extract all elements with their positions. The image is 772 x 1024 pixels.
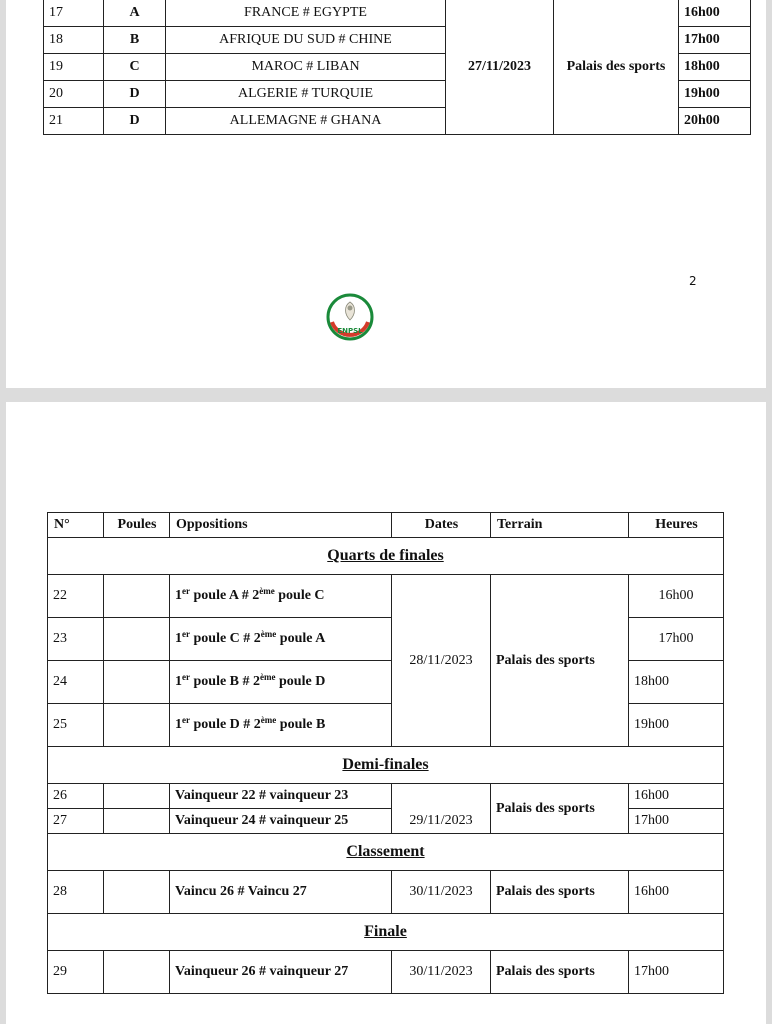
section-title-finale: Finale <box>48 914 724 951</box>
section-row <box>48 538 724 575</box>
match-date: 30/11/2023 <box>392 871 491 914</box>
match-date: 29/11/2023 <box>392 784 491 834</box>
match-poule <box>104 575 170 618</box>
match-number: 23 <box>48 618 104 661</box>
final-phase-table <box>47 512 724 994</box>
table-row <box>48 575 724 618</box>
match-opposition: 1er poule C # 2ème poule A <box>170 618 392 661</box>
header-terrain: Terrain <box>491 513 629 538</box>
header-dates: Dates <box>392 513 491 538</box>
match-poule <box>104 661 170 704</box>
match-poule <box>104 871 170 914</box>
match-opposition: Vainqueur 26 # vainqueur 27 <box>170 951 392 994</box>
match-poule <box>104 951 170 994</box>
section-title-classement: Classement <box>48 834 724 871</box>
match-heure: 17h00 <box>629 618 724 661</box>
header-heures: Heures <box>629 513 724 538</box>
header-num: N° <box>48 513 104 538</box>
match-number: 28 <box>48 871 104 914</box>
match-heure: 16h00 <box>679 0 751 27</box>
match-opposition: Vainqueur 24 # vainqueur 25 <box>170 809 392 834</box>
match-heure: 16h00 <box>629 784 724 809</box>
section-row <box>48 747 724 784</box>
match-poule <box>104 809 170 834</box>
match-number: 22 <box>48 575 104 618</box>
match-terrain: Palais des sports <box>491 784 629 834</box>
section-title-quarts: Quarts de finales <box>48 538 724 575</box>
match-number: 20 <box>44 81 104 108</box>
match-number: 21 <box>44 108 104 135</box>
group-matches-table <box>43 0 751 135</box>
match-date: 30/11/2023 <box>392 951 491 994</box>
match-terrain: Palais des sports <box>491 951 629 994</box>
match-heure: 18h00 <box>629 661 724 704</box>
table-row <box>48 784 724 809</box>
match-terrain: Palais des sports <box>554 0 679 135</box>
section-row <box>48 914 724 951</box>
enpsl-logo-icon <box>325 292 375 342</box>
match-poule <box>104 784 170 809</box>
match-number: 26 <box>48 784 104 809</box>
match-poule: C <box>104 54 166 81</box>
match-opposition: ALLEMAGNE # GHANA <box>166 108 446 135</box>
match-poule: D <box>104 81 166 108</box>
match-opposition: MAROC # LIBAN <box>166 54 446 81</box>
page-number: 2 <box>689 274 697 288</box>
match-heure: 17h00 <box>629 951 724 994</box>
match-opposition: 1er poule D # 2ème poule B <box>170 704 392 747</box>
match-poule <box>104 704 170 747</box>
match-heure: 17h00 <box>629 809 724 834</box>
match-heure: 19h00 <box>679 81 751 108</box>
match-opposition: 1er poule B # 2ème poule D <box>170 661 392 704</box>
match-opposition: 1er poule A # 2ème poule C <box>170 575 392 618</box>
match-opposition: ALGERIE # TURQUIE <box>166 81 446 108</box>
table-row <box>48 871 724 914</box>
match-date: 27/11/2023 <box>446 0 554 135</box>
match-heure: 16h00 <box>629 871 724 914</box>
match-poule: D <box>104 108 166 135</box>
match-number: 25 <box>48 704 104 747</box>
match-poule: B <box>104 27 166 54</box>
match-number: 27 <box>48 809 104 834</box>
match-terrain: Palais des sports <box>491 871 629 914</box>
match-number: 24 <box>48 661 104 704</box>
section-row <box>48 834 724 871</box>
section-title-demi: Demi-finales <box>48 747 724 784</box>
table-header-row <box>48 513 724 538</box>
match-opposition: Vainqueur 22 # vainqueur 23 <box>170 784 392 809</box>
table-row <box>48 951 724 994</box>
match-poule: A <box>104 0 166 27</box>
match-number: 17 <box>44 0 104 27</box>
logo-text: ENPSL <box>337 327 363 335</box>
match-heure: 20h00 <box>679 108 751 135</box>
match-heure: 16h00 <box>629 575 724 618</box>
header-oppositions: Oppositions <box>170 513 392 538</box>
match-heure: 19h00 <box>629 704 724 747</box>
match-opposition: Vaincu 26 # Vaincu 27 <box>170 871 392 914</box>
match-number: 19 <box>44 54 104 81</box>
match-opposition: FRANCE # EGYPTE <box>166 0 446 27</box>
match-heure: 18h00 <box>679 54 751 81</box>
match-poule <box>104 618 170 661</box>
document-page-1 <box>6 0 766 388</box>
document-page-2 <box>6 402 766 1024</box>
match-heure: 17h00 <box>679 27 751 54</box>
match-opposition: AFRIQUE DU SUD # CHINE <box>166 27 446 54</box>
match-terrain: Palais des sports <box>491 575 629 747</box>
match-number: 29 <box>48 951 104 994</box>
match-number: 18 <box>44 27 104 54</box>
table-row <box>44 0 751 27</box>
header-poules: Poules <box>104 513 170 538</box>
match-date: 28/11/2023 <box>392 575 491 747</box>
